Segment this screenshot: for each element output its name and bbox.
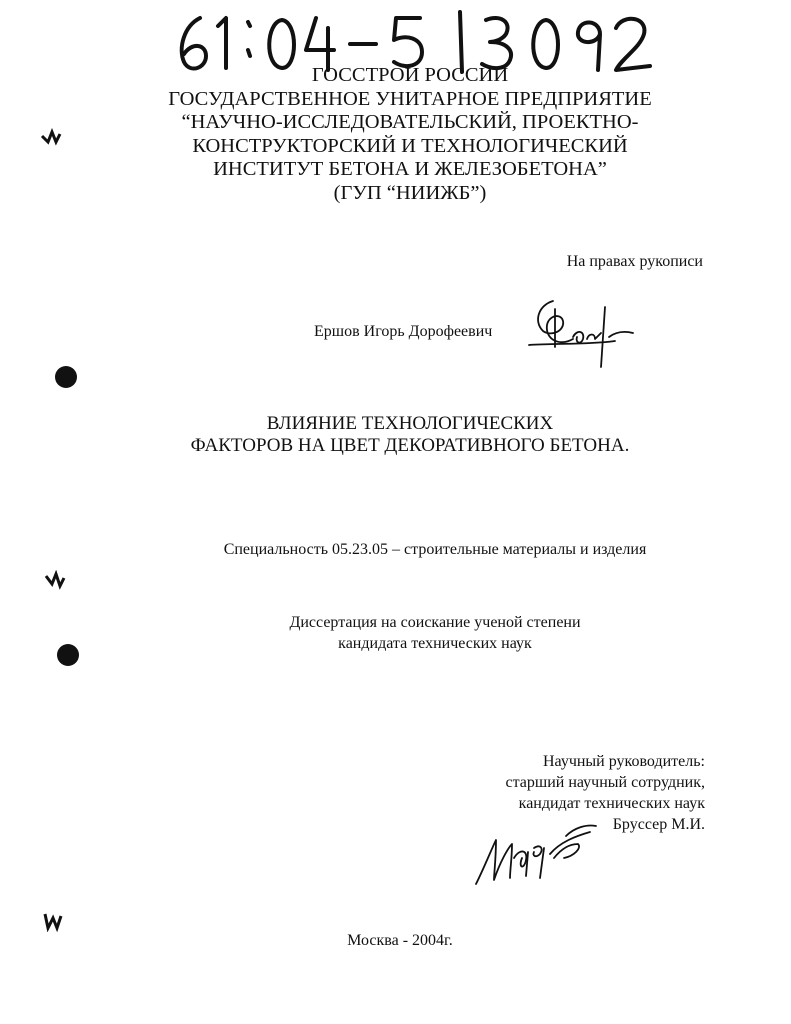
header-line: КОНСТРУКТОРСКИЙ И ТЕХНОЛОГИЧЕСКИЙ: [192, 134, 628, 157]
advisor-line: кандидат технических наук: [518, 795, 705, 812]
punch-hole-icon: [56, 643, 80, 667]
title-line: ВЛИЯНИЕ ТЕХНОЛОГИЧЕСКИХ: [266, 413, 554, 434]
dissertation-title: [130, 413, 690, 457]
advisor-line: Научный руководитель:: [542, 753, 705, 770]
staple-mark-icon: [44, 570, 66, 590]
punch-hole-icon: [54, 365, 78, 389]
city-year: Москва - 2004г.: [347, 932, 453, 949]
author-name: Ершов Игорь Дорофеевич: [314, 323, 493, 340]
degree-line: кандидата технических наук: [338, 635, 532, 652]
header-line: ГОСУДАРСТВЕННОЕ УНИТАРНОЕ ПРЕДПРИЯТИЕ: [168, 87, 652, 110]
degree-line: Диссертация на соискание ученой степени: [289, 614, 581, 631]
staple-mark-icon: [42, 910, 64, 932]
header-line: ИНСТИТУТ БЕТОНА И ЖЕЛЕЗОБЕТОНА”: [213, 158, 607, 180]
header-line: “НАУЧНО-ИССЛЕДОВАТЕЛЬСКИЙ, ПРОЕКТНО-: [181, 111, 639, 133]
manuscript-note: На правах рукописи: [566, 253, 703, 270]
advisor-line: старший научный сотрудник,: [505, 774, 705, 791]
title-line: ФАКТОРОВ НА ЦВЕТ ДЕКОРАТИВНОГО БЕТОНА.: [190, 435, 630, 456]
institution-header: [150, 64, 670, 205]
header-line: (ГУП “НИИЖБ”): [333, 181, 487, 204]
dissertation-degree: [230, 612, 640, 654]
specialty: Специальность 05.23.05 – строительные материалы и изделия: [223, 541, 647, 558]
staple-mark-icon: [40, 128, 64, 148]
author-signature: [525, 295, 640, 370]
header-line: ГОССТРОЙ РОССИИ: [311, 64, 509, 86]
advisor-line: Бруссер М.И.: [612, 816, 705, 833]
advisor-signature: [470, 818, 600, 890]
